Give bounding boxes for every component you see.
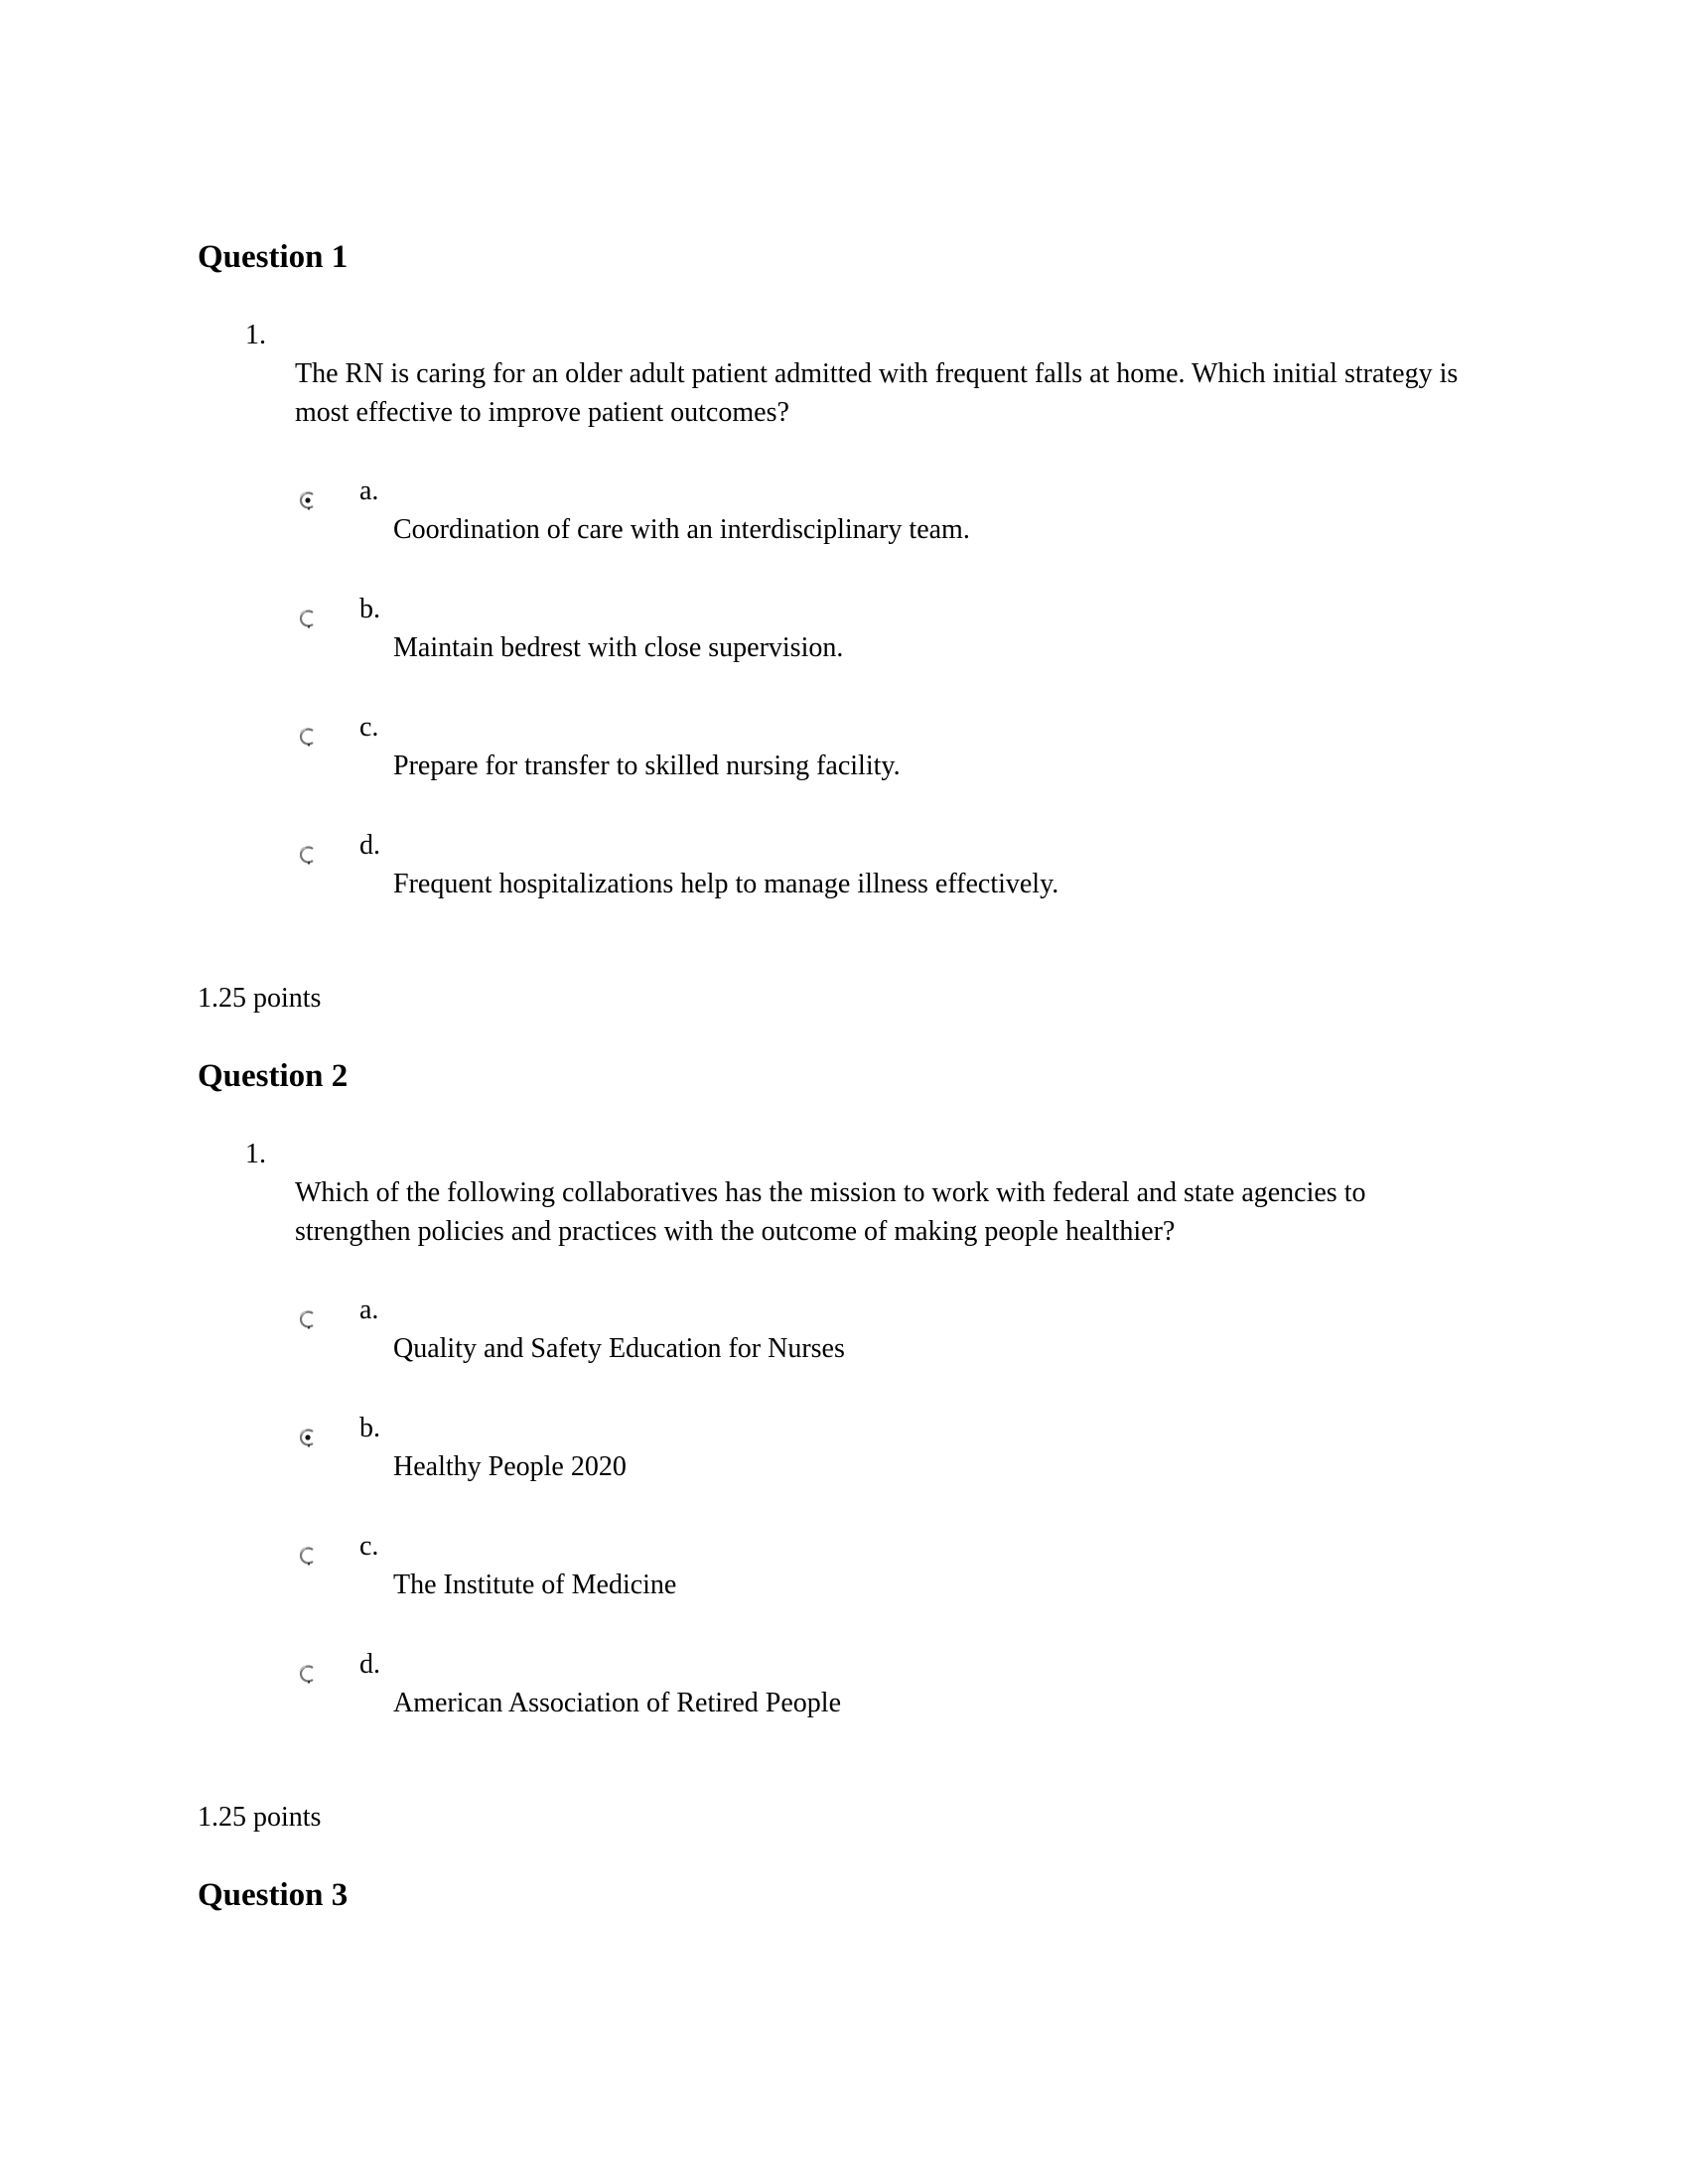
quiz-page [198,238,1488,1915]
option-text: Healthy People 2020 [393,1451,627,1482]
option-text: Frequent hospitalizations help to manage illness effectively. [393,869,1059,899]
radio-icon [298,1428,318,1447]
question-heading: Question 3 [198,1877,349,1913]
question-text: Which of the following collaboratives has the mission to work with federal and state agencies to strengthen policies and practices with the outcome of making people healthier? [295,1177,1366,1247]
radio-button[interactable] [298,1538,318,1558]
answer-options [295,472,1488,903]
option-letter: c. [359,712,379,743]
question-text: The RN is caring for an older adult patient admitted with frequent falls at home. Which initial strategy is most effective to improve patient outcomes? [295,358,1459,428]
radio-icon [298,845,318,865]
option-letter: d. [359,1649,380,1680]
radio-button[interactable] [298,837,318,857]
answer-option[interactable] [295,472,1488,549]
radio-icon [298,727,318,747]
radio-icon [298,1546,318,1566]
option-text: Maintain bedrest with close supervision. [393,632,844,663]
answer-option[interactable] [295,1291,1488,1368]
option-letter: b. [359,594,380,624]
option-letter: a. [359,476,379,506]
answer-option[interactable] [295,590,1488,667]
answer-option[interactable] [295,1527,1488,1604]
points-label: 1.25 points [198,1802,322,1833]
answer-option[interactable] [295,826,1488,903]
question-number: 1. [245,320,266,350]
option-text: American Association of Retired People [393,1688,841,1718]
points-label: 1.25 points [198,983,322,1014]
question-number: 1. [245,1139,266,1169]
option-letter: c. [359,1531,379,1562]
radio-button[interactable] [298,719,318,739]
option-text: Coordination of care with an interdisciplinary team. [393,514,970,545]
radio-icon [298,609,318,628]
radio-button[interactable] [298,601,318,620]
answer-options [295,1291,1488,1722]
option-text: The Institute of Medicine [393,1570,677,1600]
option-text: Quality and Safety Education for Nurses [393,1333,845,1364]
radio-button[interactable] [298,482,318,502]
radio-button[interactable] [298,1420,318,1439]
option-text: Prepare for transfer to skilled nursing facility. [393,751,901,781]
question-heading: Question 2 [198,1058,349,1094]
radio-button[interactable] [298,1656,318,1676]
question-2 [198,1057,1488,1837]
option-letter: d. [359,830,380,861]
answer-option[interactable] [295,1409,1488,1486]
question-1 [198,238,1488,1018]
answer-option[interactable] [295,708,1488,785]
radio-icon [298,1309,318,1329]
radio-button[interactable] [298,1301,318,1321]
question-3 [198,1876,1488,1915]
radio-icon [298,1664,318,1684]
answer-option[interactable] [295,1645,1488,1722]
option-letter: a. [359,1295,379,1325]
question-heading: Question 1 [198,239,349,275]
radio-icon [298,490,318,510]
option-letter: b. [359,1413,380,1443]
